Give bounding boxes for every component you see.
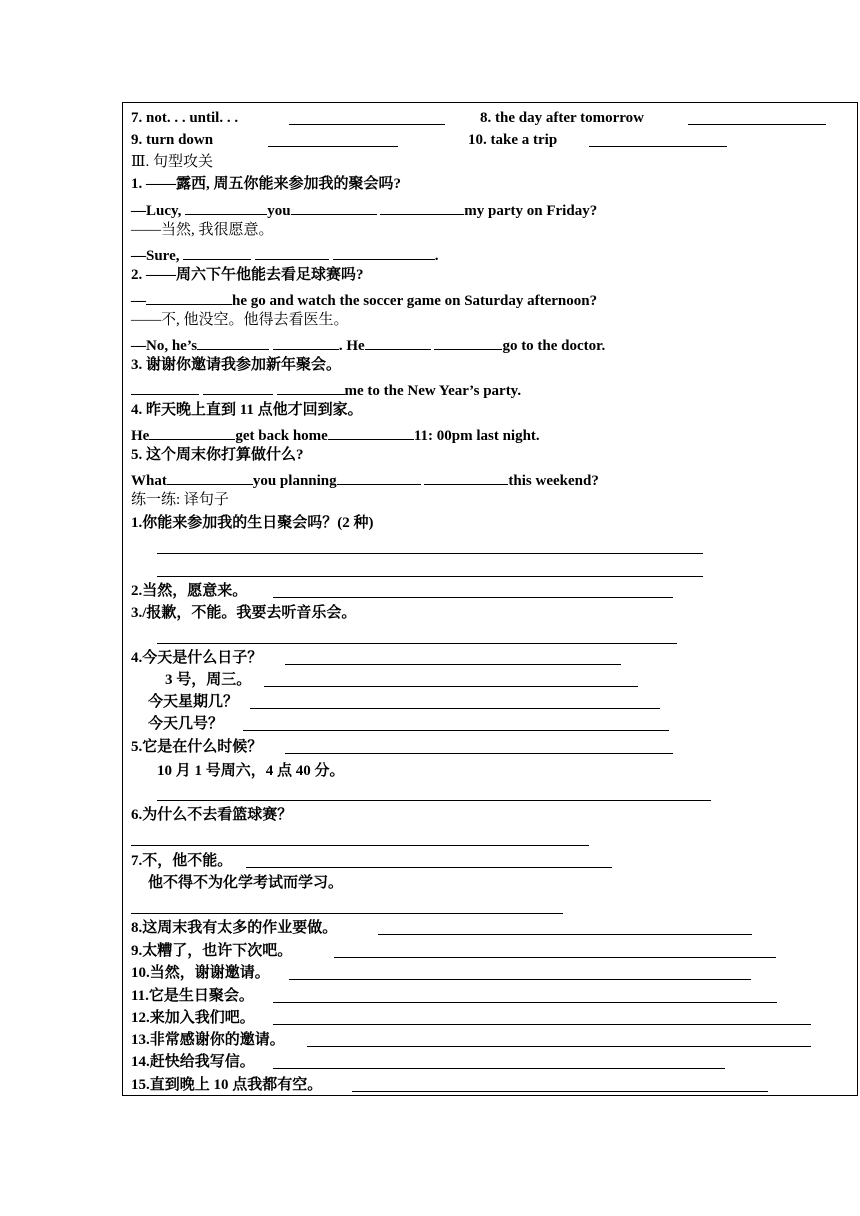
q1-blank-3[interactable] xyxy=(380,200,464,215)
q2-text-b: he go and watch the soccer game on Saturday afternoon? xyxy=(232,293,598,309)
q2-answer-chinese: ——不, 他没空。他得去看医生。 xyxy=(131,312,349,328)
q5-english xyxy=(131,470,599,490)
practice-11-line[interactable] xyxy=(273,1002,777,1003)
q3-blank-1[interactable] xyxy=(131,380,199,395)
practice-4b-line[interactable] xyxy=(250,708,660,709)
q2-answer-blank-4[interactable] xyxy=(434,335,502,350)
q2-answer-text-a: —No, he’s xyxy=(131,338,198,354)
practice-6-line[interactable] xyxy=(131,845,589,846)
practice-5a: 10 月 1 号周六，4 点 40 分。 xyxy=(157,763,345,779)
practice-3-line[interactable] xyxy=(157,643,677,644)
q1-answer-blank-1[interactable] xyxy=(183,245,251,260)
practice-8-line[interactable] xyxy=(378,934,752,935)
q1-english xyxy=(131,200,597,220)
practice-10: 10.当然，谢谢邀请。 xyxy=(131,965,270,981)
q1-blank-1[interactable] xyxy=(185,200,267,215)
practice-4a-line[interactable] xyxy=(264,686,638,687)
practice-14-line[interactable] xyxy=(273,1068,725,1069)
q4-text-c: 11: 00pm last night. xyxy=(413,428,540,444)
practice-5: 5.它是在什么时候？ xyxy=(131,739,263,755)
practice-13-line[interactable] xyxy=(307,1046,811,1047)
practice-7a: 他不得不为化学考试而学习。 xyxy=(148,875,344,891)
q5-text-c: this weekend? xyxy=(508,473,599,489)
practice-4a: 3 号，周三。 xyxy=(165,672,252,688)
practice-5-line[interactable] xyxy=(285,753,673,754)
q5-blank-2[interactable] xyxy=(337,470,421,485)
q1-text-b: you xyxy=(267,203,291,219)
q2-text-a: — xyxy=(131,293,146,309)
q4-blank-2[interactable] xyxy=(328,425,414,440)
q4-english xyxy=(131,425,540,445)
practice-1-line-1[interactable] xyxy=(157,553,703,554)
vocab-blank-8[interactable] xyxy=(688,124,826,125)
q4-text-b: get back home xyxy=(235,428,328,444)
q2-blank-1[interactable] xyxy=(146,290,232,305)
practice-title: 练一练: 译句子 xyxy=(131,492,229,508)
q5-text-b: you planning xyxy=(252,473,337,489)
section-title: Ⅲ. 句型攻关 xyxy=(131,154,213,170)
practice-7a-line[interactable] xyxy=(131,913,563,914)
q2-answer-text-c: go to the doctor. xyxy=(502,338,606,354)
practice-11: 11.它是生日聚会。 xyxy=(131,988,254,1004)
q2-answer-english xyxy=(131,335,605,355)
practice-5a-line[interactable] xyxy=(157,800,711,801)
practice-9: 9.太糟了，也许下次吧。 xyxy=(131,943,293,959)
q2-answer-blank-3[interactable] xyxy=(365,335,431,350)
practice-1-line-2[interactable] xyxy=(157,576,703,577)
practice-4c-line[interactable] xyxy=(243,730,669,731)
q2-answer-blank-2[interactable] xyxy=(273,335,339,350)
practice-4c: 今天几号？ xyxy=(148,716,224,732)
practice-8: 8.这周末我有太多的作业要做。 xyxy=(131,920,338,936)
practice-6: 6.为什么不去看篮球赛？ xyxy=(131,807,293,823)
q3-text: me to the New Year’s party. xyxy=(344,383,522,399)
practice-2: 2.当然，愿意来。 xyxy=(131,583,248,599)
practice-7: 7.不，他不能。 xyxy=(131,853,233,869)
practice-13: 13.非常感谢你的邀请。 xyxy=(131,1032,285,1048)
practice-12-line[interactable] xyxy=(273,1024,811,1025)
q2-answer-text-b: . He xyxy=(338,338,365,354)
practice-4-line[interactable] xyxy=(285,664,621,665)
vocab-item-9: 9. turn down xyxy=(131,132,214,148)
q4-text-a: He xyxy=(131,428,150,444)
q1-answer-english xyxy=(131,245,438,265)
q3-chinese: 3. 谢谢你邀请我参加新年聚会。 xyxy=(131,357,342,373)
practice-4b: 今天星期几？ xyxy=(148,694,239,710)
q1-answer-blank-2[interactable] xyxy=(255,245,329,260)
q1-answer-text: —Sure, xyxy=(131,248,180,264)
practice-3: 3./报歉，不能。我要去听音乐会。 xyxy=(131,605,357,621)
practice-15-line[interactable] xyxy=(352,1091,768,1092)
q2-chinese: 2. ——周六下午他能去看足球赛吗? xyxy=(131,267,364,283)
vocab-item-10: 10. take a trip xyxy=(468,132,558,148)
practice-4: 4.今天是什么日子？ xyxy=(131,650,263,666)
q1-answer-end: . xyxy=(434,248,439,264)
q3-blank-3[interactable] xyxy=(277,380,345,395)
q3-blank-2[interactable] xyxy=(203,380,273,395)
practice-9-line[interactable] xyxy=(334,957,776,958)
q1-text-a: —Lucy, xyxy=(131,203,182,219)
q5-blank-1[interactable] xyxy=(167,470,253,485)
q1-answer-chinese: ——当然, 我很愿意。 xyxy=(131,222,274,238)
vocab-item-8: 8. the day after tomorrow xyxy=(480,110,644,126)
q1-answer-blank-3[interactable] xyxy=(333,245,435,260)
practice-10-line[interactable] xyxy=(289,979,751,980)
vocab-blank-7[interactable] xyxy=(289,124,445,125)
q3-english xyxy=(131,380,521,400)
q2-english xyxy=(131,290,597,310)
vocab-blank-9[interactable] xyxy=(268,146,398,147)
practice-2-line[interactable] xyxy=(273,597,673,598)
q5-chinese: 5. 这个周末你打算做什么? xyxy=(131,447,304,463)
q5-blank-3[interactable] xyxy=(424,470,508,485)
practice-1: 1.你能来参加我的生日聚会吗？(2 种) xyxy=(131,515,374,531)
practice-12: 12.来加入我们吧。 xyxy=(131,1010,255,1026)
q1-chinese: 1. ——露西, 周五你能来参加我的聚会吗? xyxy=(131,176,402,192)
q4-blank-1[interactable] xyxy=(149,425,235,440)
vocab-blank-10[interactable] xyxy=(589,146,727,147)
q5-text-a: What xyxy=(131,473,167,489)
vocab-item-7: 7. not. . . until. . . xyxy=(131,110,239,126)
practice-7-line[interactable] xyxy=(246,867,612,868)
q1-blank-2[interactable] xyxy=(291,200,377,215)
practice-15: 15.直到晚上 10 点我都有空。 xyxy=(131,1077,323,1093)
q4-chinese: 4. 昨天晚上直到 11 点他才回到家。 xyxy=(131,402,363,418)
practice-14: 14.赶快给我写信。 xyxy=(131,1054,255,1070)
q2-answer-blank-1[interactable] xyxy=(197,335,269,350)
q1-text-c: my party on Friday? xyxy=(464,203,598,219)
